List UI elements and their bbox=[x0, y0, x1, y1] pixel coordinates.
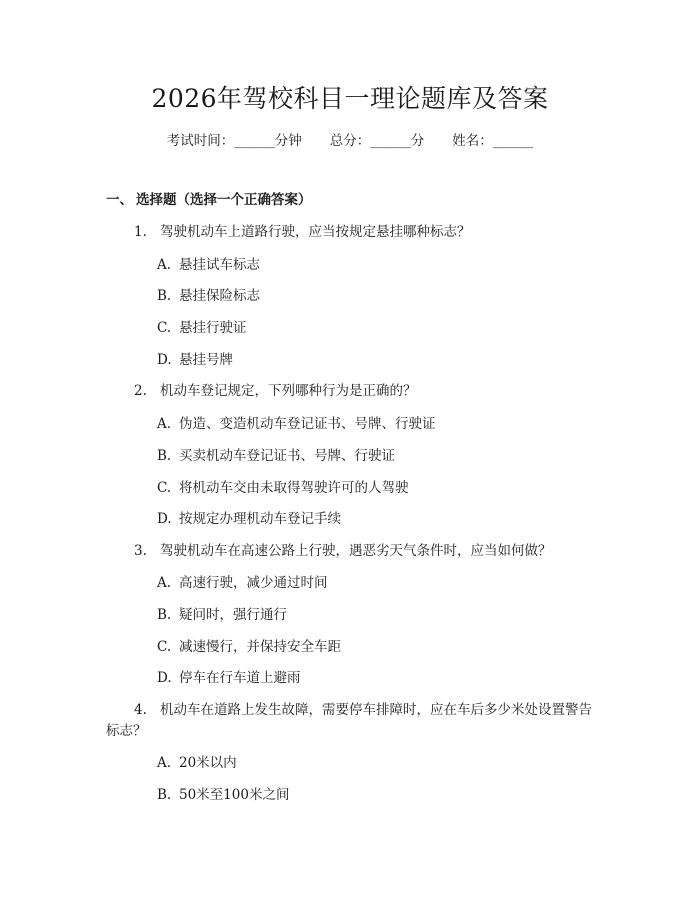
option-letter: A. bbox=[157, 575, 172, 591]
exam-time-unit: 分钟 bbox=[274, 133, 302, 149]
question-number: 3. bbox=[134, 543, 147, 559]
option-2b bbox=[157, 446, 395, 466]
option-text: 疑问时，强行通行 bbox=[179, 607, 287, 623]
option-2a bbox=[157, 414, 436, 434]
option-letter: C. bbox=[157, 480, 172, 496]
option-text: 将机动车交由未取得驾驶许可的人驾驶 bbox=[179, 480, 409, 496]
exam-time-blank: ______ bbox=[234, 133, 275, 149]
question-number: 2. bbox=[134, 383, 147, 399]
option-3c bbox=[157, 637, 341, 657]
total-score-unit: 分 bbox=[410, 133, 425, 149]
question-text: 机动车登记规定，下列哪种行为是正确的？ bbox=[160, 383, 417, 399]
total-score-blank: ______ bbox=[370, 133, 411, 149]
name-blank: ______ bbox=[492, 133, 534, 149]
option-3b bbox=[157, 605, 287, 625]
option-letter: A. bbox=[157, 257, 172, 273]
question-text-line-2: 标志？ bbox=[106, 723, 147, 739]
option-4a bbox=[157, 753, 237, 773]
question-3 bbox=[134, 541, 552, 561]
option-letter: B. bbox=[157, 787, 172, 803]
question-1 bbox=[134, 222, 471, 242]
question-4 bbox=[134, 700, 592, 720]
option-2c bbox=[157, 478, 409, 498]
name-label: 姓名： bbox=[452, 133, 493, 149]
option-text: 20米以内 bbox=[179, 755, 237, 771]
option-letter: B. bbox=[157, 288, 172, 304]
exam-time-label: 考试时间： bbox=[166, 133, 235, 149]
option-text: 按规定办理机动车登记手续 bbox=[179, 511, 341, 527]
option-text: 停车在行车道上避雨 bbox=[179, 670, 301, 686]
question-text: 驾驶机动车在高速公路上行驶，遇恶劣天气条件时，应当如何做？ bbox=[160, 543, 552, 559]
option-letter: D. bbox=[157, 511, 172, 527]
option-letter: D. bbox=[157, 352, 172, 368]
option-3a bbox=[157, 573, 328, 593]
option-4b bbox=[157, 785, 289, 805]
option-text: 减速慢行，并保持安全车距 bbox=[179, 639, 341, 655]
option-text: 买卖机动车登记证书、号牌、行驶证 bbox=[179, 448, 395, 464]
question-text-line-1: 机动车在道路上发生故障，需要停车排障时，应在车后多少米处设置警告 bbox=[160, 702, 592, 718]
exam-info-line bbox=[0, 131, 700, 151]
option-letter: C. bbox=[157, 639, 172, 655]
option-1a bbox=[157, 255, 260, 275]
section-title: 选择题（选择一个正确答案） bbox=[136, 192, 312, 208]
question-number: 1. bbox=[134, 224, 147, 240]
section-heading bbox=[106, 190, 312, 210]
option-text: 悬挂试车标志 bbox=[179, 257, 260, 273]
question-number: 4. bbox=[134, 702, 147, 718]
question-4-continuation bbox=[106, 721, 147, 741]
option-letter: B. bbox=[157, 607, 172, 623]
option-text: 50米至100米之间 bbox=[179, 787, 290, 803]
option-letter: B. bbox=[157, 448, 172, 464]
option-1c bbox=[157, 318, 247, 338]
question-2 bbox=[134, 381, 417, 401]
option-letter: A. bbox=[157, 416, 172, 432]
option-2d bbox=[157, 509, 341, 529]
option-3d bbox=[157, 668, 301, 688]
total-score-label: 总分： bbox=[329, 133, 371, 149]
option-text: 伪造、变造机动车登记证书、号牌、行驶证 bbox=[179, 416, 436, 432]
option-letter: C. bbox=[157, 320, 172, 336]
option-text: 悬挂行驶证 bbox=[179, 320, 247, 336]
option-text: 高速行驶，减少通过时间 bbox=[179, 575, 328, 591]
option-1b bbox=[157, 286, 260, 306]
question-text: 驾驶机动车上道路行驶，应当按规定悬挂哪种标志？ bbox=[160, 224, 471, 240]
document-title: 2026年驾校科目一理论题库及答案 bbox=[151, 84, 549, 113]
option-1d bbox=[157, 350, 233, 370]
option-text: 悬挂号牌 bbox=[179, 352, 233, 368]
option-letter: D. bbox=[157, 670, 172, 686]
section-number: 一、 bbox=[106, 192, 133, 208]
option-letter: A. bbox=[157, 755, 172, 771]
option-text: 悬挂保险标志 bbox=[179, 288, 260, 304]
